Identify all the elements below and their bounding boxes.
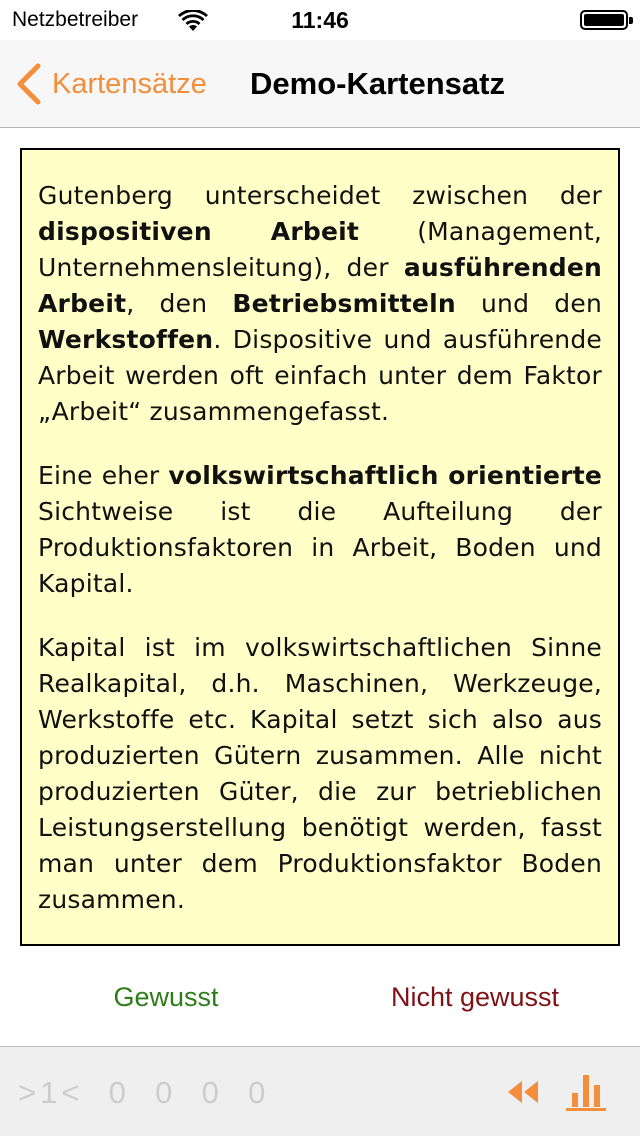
card-paragraph [38, 458, 602, 602]
page-title: Demo-Kartensatz [250, 66, 505, 101]
card-text: Kapital ist im volkswirtschaftlichen Sinne Realkapital, d.h. Maschinen, Werkzeuge, Werkstoffe etc. Kapital setzt sich also aus produzierten Gütern zusammen. Alle nicht produzierten Güter, die zur betrieblichen Leistungserstellung benötigt werden, fasst man unter dem Produktionsfaktor Boden zusammen. [38, 633, 602, 914]
card-text: . Dispositive und ausführende Arbeit werden oft einfach unter dem Faktor „Arbeit“ zusammengefasst. [38, 325, 602, 426]
card-paragraph [38, 630, 602, 918]
card-counter: >1< 0 0 0 0 [18, 1075, 270, 1110]
carrier-label: Netzbetreiber [12, 8, 139, 31]
card-text: Eine eher [38, 461, 169, 490]
card-term: dispositiven Arbeit [38, 217, 360, 246]
card-text: und den [455, 289, 602, 318]
card-term: ausführenden Arbeit [38, 253, 602, 318]
card-term: volkswirtschaftlich orientierte [168, 461, 602, 490]
chevron-left-icon [14, 62, 44, 106]
rewind-icon[interactable] [506, 1077, 540, 1107]
card-text: (Management, Unternehmensleitung), der [38, 217, 602, 282]
answer-buttons [0, 964, 640, 1034]
not-known-button[interactable]: Nicht gewusst [390, 982, 560, 1012]
bottom-toolbar [0, 1046, 640, 1136]
card-paragraph [38, 178, 602, 430]
known-button[interactable]: Gewusst [113, 982, 219, 1012]
back-button-label: Kartensätze [52, 67, 207, 100]
navigation-bar [0, 40, 640, 128]
card-text: Sichtweise ist die Aufteilung der Produktionsfaktoren in Arbeit, Boden und Kapital. [38, 497, 602, 598]
back-button[interactable] [14, 62, 207, 106]
battery-icon [580, 10, 628, 30]
card-term: Betriebsmitteln [232, 289, 456, 318]
card-text: , den [126, 289, 233, 318]
card-term: Werkstoffen [38, 325, 214, 354]
status-bar [0, 0, 640, 40]
bar-chart-icon[interactable] [564, 1071, 608, 1113]
flashcard [20, 148, 620, 946]
card-text: Gutenberg unterscheidet zwischen der [38, 181, 602, 210]
status-time: 11:46 [291, 7, 349, 33]
